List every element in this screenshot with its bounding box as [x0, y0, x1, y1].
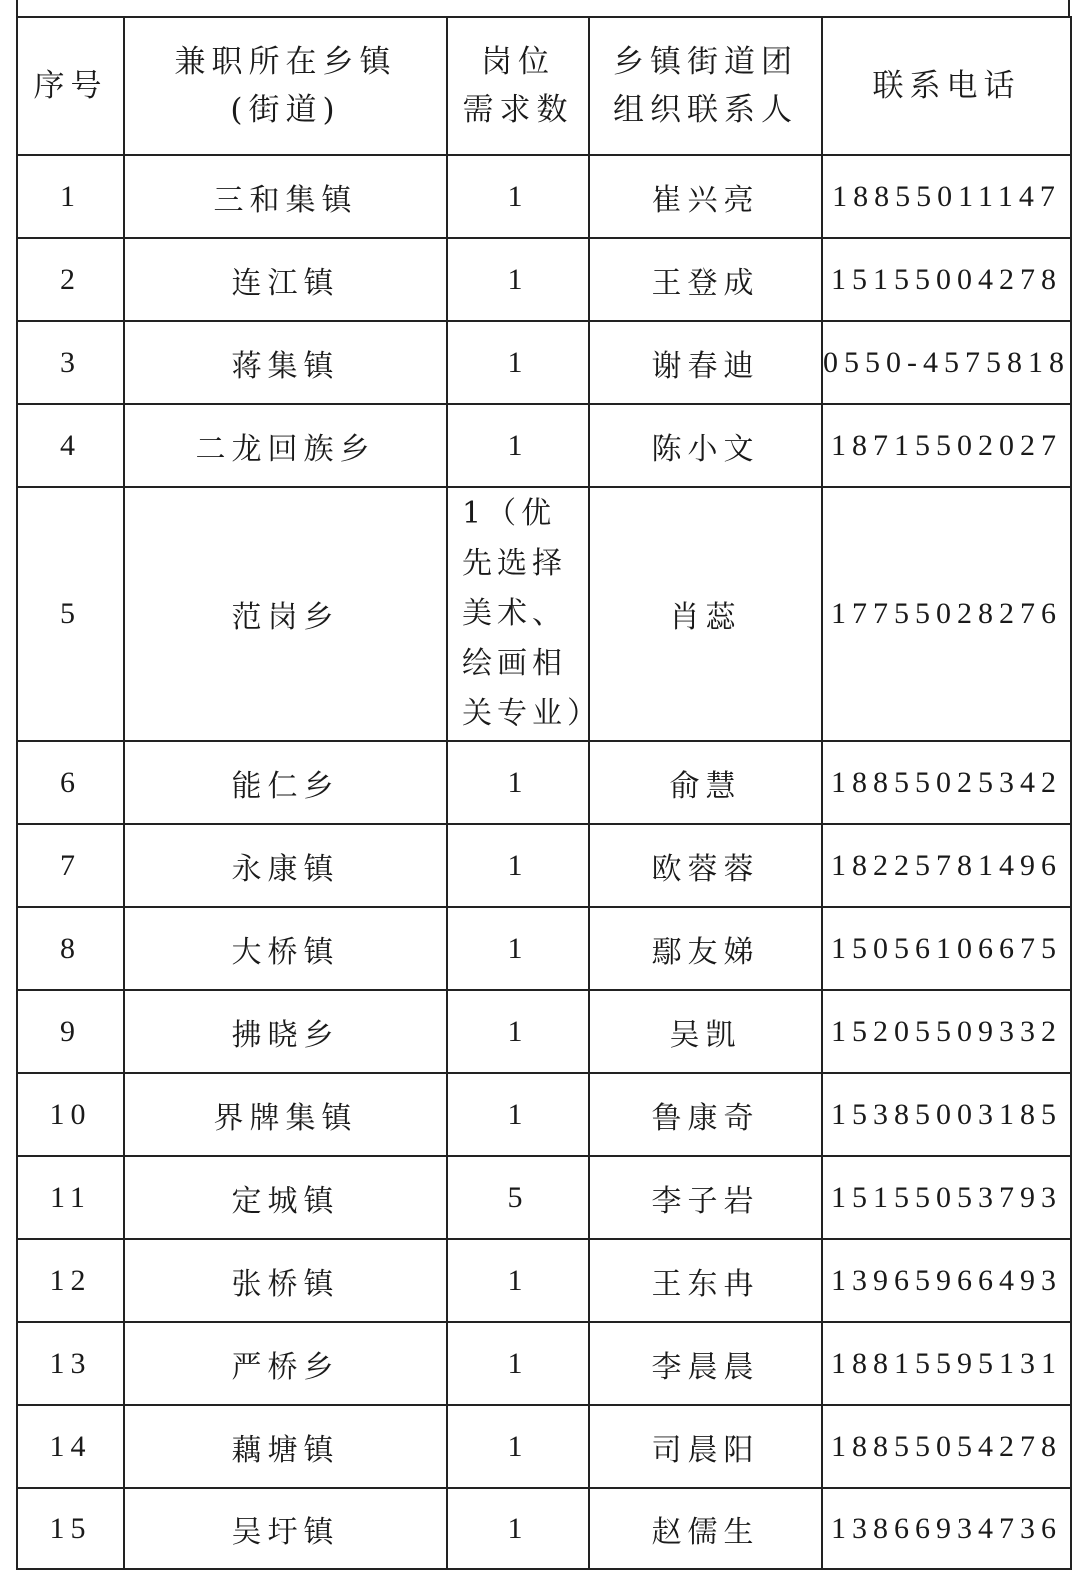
row-town: 界牌集镇 — [124, 1073, 447, 1156]
table-row — [17, 155, 1071, 238]
row-contact: 李晨晨 — [589, 1322, 822, 1405]
row-town: 定城镇 — [124, 1156, 447, 1239]
row-town: 拂晓乡 — [124, 990, 447, 1073]
row-phone: 15385003185 — [822, 1073, 1071, 1156]
row-town: 吴圩镇 — [124, 1488, 447, 1569]
row-positions: 5 — [447, 1156, 589, 1239]
row-index: 11 — [17, 1156, 124, 1239]
row-phone: 18855054278 — [822, 1405, 1071, 1488]
row-contact: 李子岩 — [589, 1156, 822, 1239]
row-contact: 俞慧 — [589, 741, 822, 824]
table-row — [17, 741, 1071, 824]
row-positions: 1 — [447, 741, 589, 824]
row-contact: 王登成 — [589, 238, 822, 321]
row-town: 范岗乡 — [124, 487, 447, 741]
row-positions: 1（优先选择美术、绘画相关专业） — [447, 487, 589, 741]
header-phone: 联系电话 — [822, 17, 1071, 155]
row-phone: 15155004278 — [822, 238, 1071, 321]
row-positions: 1 — [447, 990, 589, 1073]
row-town: 严桥乡 — [124, 1322, 447, 1405]
row-phone: 18815595131 — [822, 1322, 1071, 1405]
row-positions: 1 — [447, 824, 589, 907]
row-index: 7 — [17, 824, 124, 907]
table-header-row — [17, 17, 1071, 155]
table-row — [17, 1322, 1071, 1405]
table-row — [17, 907, 1071, 990]
row-contact: 吴凯 — [589, 990, 822, 1073]
row-contact: 司晨阳 — [589, 1405, 822, 1488]
previous-table-edge — [16, 0, 1070, 16]
row-index: 9 — [17, 990, 124, 1073]
row-phone: 13965966493 — [822, 1239, 1071, 1322]
row-positions: 1 — [447, 155, 589, 238]
row-index: 15 — [17, 1488, 124, 1569]
row-phone: 17755028276 — [822, 487, 1071, 741]
row-town: 蒋集镇 — [124, 321, 447, 404]
row-index: 5 — [17, 487, 124, 741]
row-town: 能仁乡 — [124, 741, 447, 824]
table-row — [17, 1405, 1071, 1488]
row-town: 张桥镇 — [124, 1239, 447, 1322]
row-index: 3 — [17, 321, 124, 404]
row-positions: 1 — [447, 1488, 589, 1569]
row-contact: 陈小文 — [589, 404, 822, 487]
contact-table — [16, 16, 1072, 1570]
row-index: 12 — [17, 1239, 124, 1322]
table-row — [17, 1488, 1071, 1569]
row-index: 14 — [17, 1405, 124, 1488]
header-contact: 乡镇街道团 组织联系人 — [589, 17, 822, 155]
row-phone: 0550-4575818 — [822, 321, 1071, 404]
row-index: 10 — [17, 1073, 124, 1156]
table-row — [17, 1073, 1071, 1156]
row-phone: 13866934736 — [822, 1488, 1071, 1569]
row-index: 8 — [17, 907, 124, 990]
row-town: 藕塘镇 — [124, 1405, 447, 1488]
row-positions: 1 — [447, 321, 589, 404]
row-contact: 鲁康奇 — [589, 1073, 822, 1156]
table-row — [17, 238, 1071, 321]
row-index: 2 — [17, 238, 124, 321]
row-contact: 赵儒生 — [589, 1488, 822, 1569]
row-town: 连江镇 — [124, 238, 447, 321]
row-phone: 18855025342 — [822, 741, 1071, 824]
row-contact: 王东冉 — [589, 1239, 822, 1322]
table-row — [17, 404, 1071, 487]
row-contact: 欧蓉蓉 — [589, 824, 822, 907]
row-town: 二龙回族乡 — [124, 404, 447, 487]
row-phone: 15056106675 — [822, 907, 1071, 990]
header-index: 序号 — [17, 17, 124, 155]
header-town: 兼职所在乡镇 (街道) — [124, 17, 447, 155]
row-contact: 鄢友娣 — [589, 907, 822, 990]
row-town: 永康镇 — [124, 824, 447, 907]
row-phone: 18855011147 — [822, 155, 1071, 238]
row-positions: 1 — [447, 907, 589, 990]
header-positions: 岗位 需求数 — [447, 17, 589, 155]
row-phone: 18225781496 — [822, 824, 1071, 907]
row-town: 大桥镇 — [124, 907, 447, 990]
row-index: 13 — [17, 1322, 124, 1405]
row-positions: 1 — [447, 1405, 589, 1488]
row-phone: 15155053793 — [822, 1156, 1071, 1239]
row-town: 三和集镇 — [124, 155, 447, 238]
row-phone: 15205509332 — [822, 990, 1071, 1073]
row-index: 4 — [17, 404, 124, 487]
row-index: 1 — [17, 155, 124, 238]
row-contact: 崔兴亮 — [589, 155, 822, 238]
table-row — [17, 487, 1071, 741]
row-positions: 1 — [447, 1073, 589, 1156]
row-contact: 谢春迪 — [589, 321, 822, 404]
row-index: 6 — [17, 741, 124, 824]
row-positions: 1 — [447, 1322, 589, 1405]
table-row — [17, 824, 1071, 907]
table-row — [17, 321, 1071, 404]
row-contact: 肖蕊 — [589, 487, 822, 741]
table-row — [17, 1156, 1071, 1239]
row-positions: 1 — [447, 404, 589, 487]
table-row — [17, 990, 1071, 1073]
table-row — [17, 1239, 1071, 1322]
row-phone: 18715502027 — [822, 404, 1071, 487]
row-positions: 1 — [447, 1239, 589, 1322]
row-positions: 1 — [447, 238, 589, 321]
